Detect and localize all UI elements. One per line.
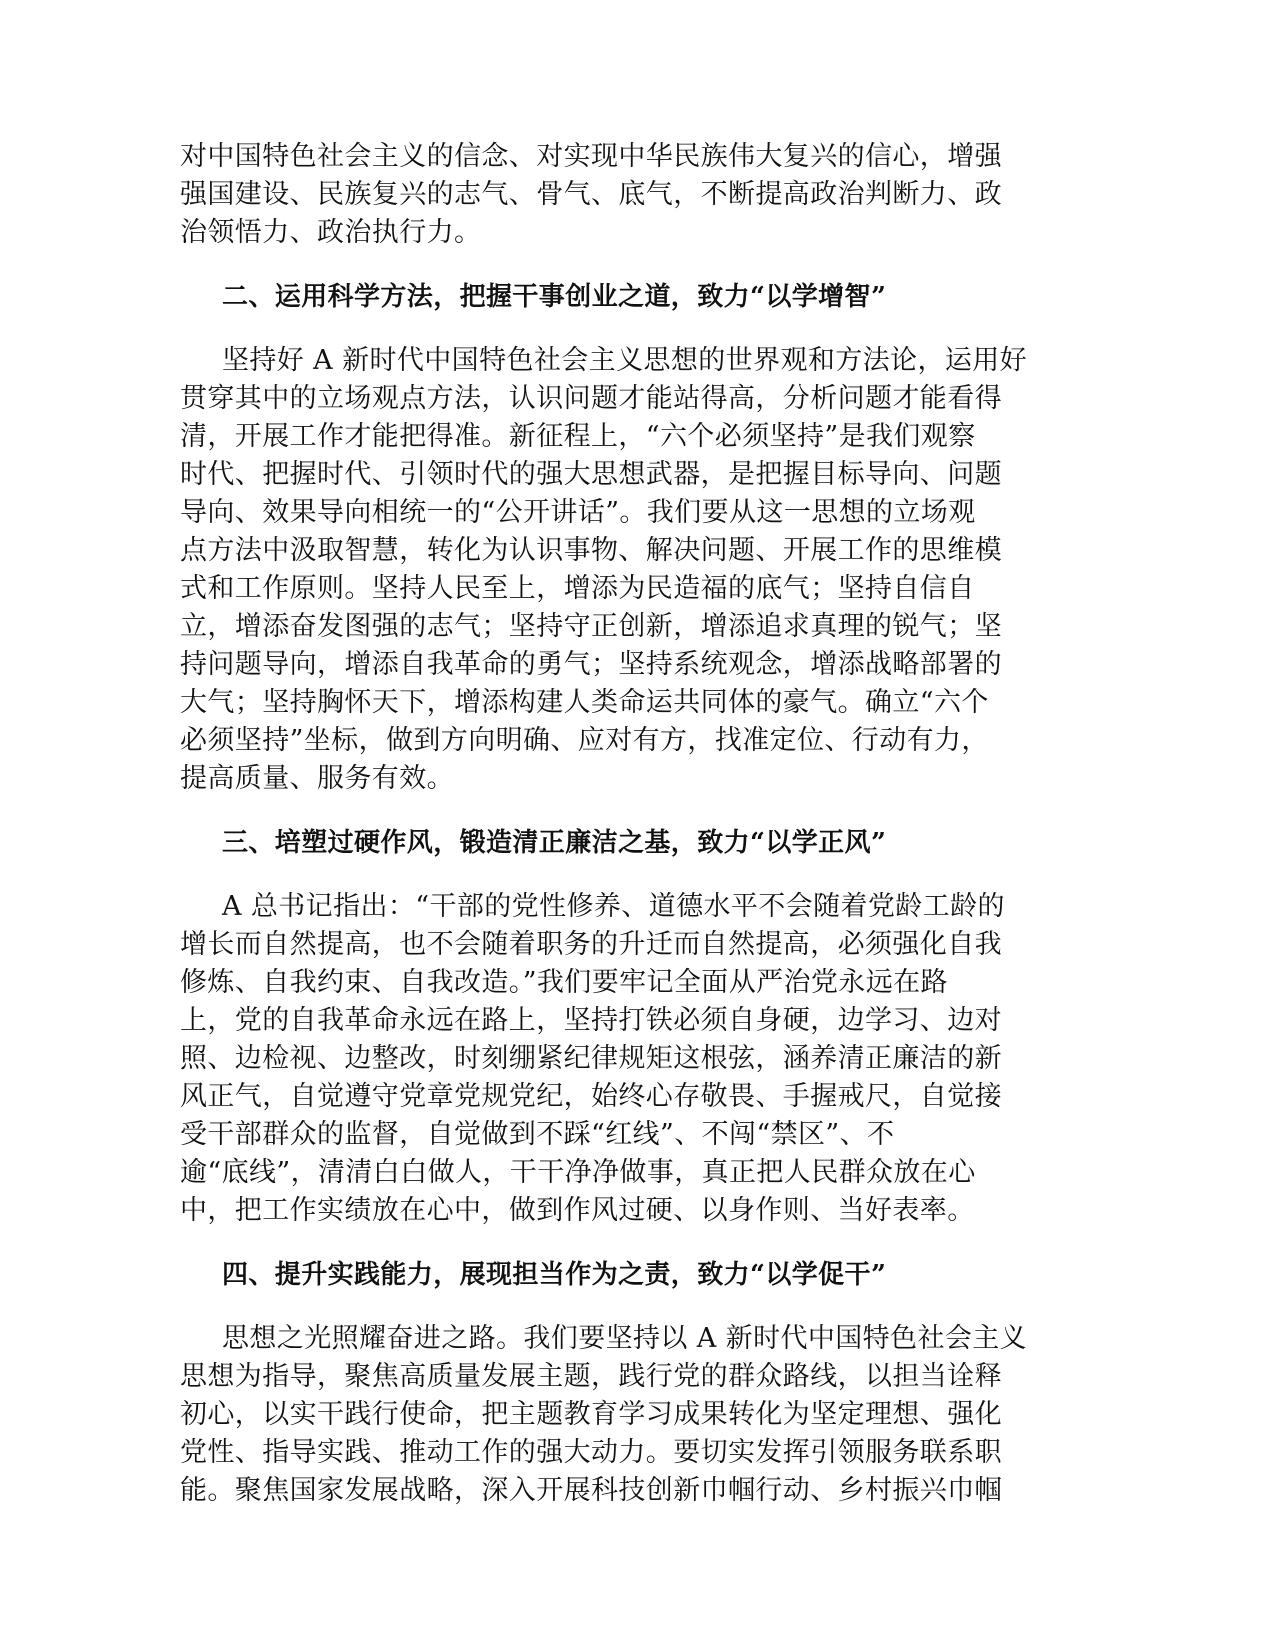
text-line: 逾“底线”，清清白白做人，干干净净做事，真正把人民群众放在心 — [180, 1157, 976, 1188]
text-line: 必须坚持”坐标，做到方向明确、应对有方，找准定位、行动有力， — [180, 725, 989, 756]
paragraph-section-2 — [180, 342, 1040, 798]
text-line: 提高质量、服务有效。 — [180, 763, 454, 794]
text-line: 坚持好 A 新时代中国特色社会主义思想的世界观和方法论，运用好 — [222, 345, 1028, 376]
text-line: 风正气，自觉遵守党章党规党纪，始终心存敬畏、手握戒尺，自觉接 — [180, 1081, 1002, 1112]
text-line: 思想为指导，聚焦高质量发展主题，践行党的群众路线，以担当诠释 — [180, 1361, 1002, 1392]
paragraph-section-4 — [180, 1320, 1040, 1510]
text-line: 受干部群众的监督，自觉做到不踩“红线”、不闯“禁区”、不 — [180, 1119, 895, 1150]
text-line: 对中国特色社会主义的信念、对实现中华民族伟大复兴的信心，增强 — [180, 141, 1002, 172]
text-line: 导向、效果导向相统一的“公开讲话”。我们要从这一思想的立场观 — [180, 497, 976, 528]
text-line: 强国建设、民族复兴的志气、骨气、底气，不断提高政治判断力、政 — [180, 179, 1002, 210]
text-line: 大气；坚持胸怀天下，增添构建人类命运共同体的豪气。确立“六个 — [180, 687, 989, 718]
text-line: 思想之光照耀奋进之路。我们要坚持以 A 新时代中国特色社会主义 — [222, 1323, 1028, 1354]
document-page — [180, 138, 1040, 1510]
text-line: 增长而自然提高，也不会随着职务的升迁而自然提高，必须强化自我 — [180, 929, 1002, 960]
text-line: 党性、指导实践、推动工作的强大动力。要切实发挥引领服务联系职 — [180, 1437, 1002, 1468]
text-line: 点方法中汲取智慧，转化为认识事物、解决问题、开展工作的思维模 — [180, 535, 1002, 566]
text-line: 治领悟力、政治执行力。 — [180, 217, 482, 248]
text-line: 上，党的自我革命永远在路上，坚持打铁必须自身硬，边学习、边对 — [180, 1005, 1002, 1036]
text-line: 初心，以实干践行使命，把主题教育学习成果转化为坚定理想、强化 — [180, 1399, 1002, 1430]
text-line: 时代、把握时代、引领时代的强大思想武器，是把握目标导向、问题 — [180, 459, 1002, 490]
text-line: 贯穿其中的立场观点方法，认识问题才能站得高，分析问题才能看得 — [180, 383, 1002, 414]
text-line: 照、边检视、边整改，时刻绷紧纪律规矩这根弦，涵养清正廉洁的新 — [180, 1043, 1002, 1074]
paragraph-section-3 — [180, 888, 1040, 1230]
text-line: 清，开展工作才能把得准。新征程上，“六个必须坚持”是我们观察 — [180, 421, 976, 452]
section-heading-2: 二、运用科学方法，把握干事创业之道，致力“以学增智” — [222, 282, 887, 312]
text-line: 中，把工作实绩放在心中，做到作风过硬、以身作则、当好表率。 — [180, 1195, 975, 1226]
text-line: 能。聚焦国家发展战略，深入开展科技创新巾帼行动、乡村振兴巾帼 — [180, 1475, 1002, 1506]
section-heading-4: 四、提升实践能力，展现担当作为之责，致力“以学促干” — [222, 1260, 887, 1290]
section-heading-3: 三、培塑过硬作风，锻造清正廉洁之基，致力“以学正风” — [222, 828, 887, 858]
text-line: 立，增添奋发图强的志气；坚持守正创新，增添追求真理的锐气；坚 — [180, 611, 1002, 642]
paragraph-continuation — [180, 138, 1040, 252]
text-line: 持问题导向，增添自我革命的勇气；坚持系统观念，增添战略部署的 — [180, 649, 1002, 680]
text-line: 修炼、自我约束、自我改造。”我们要牢记全面从严治党永远在路 — [180, 967, 948, 998]
text-line: 式和工作原则。坚持人民至上，增添为民造福的底气；坚持自信自 — [180, 573, 975, 604]
text-line: A 总书记指出：“干部的党性修养、道德水平不会随着党龄工龄的 — [222, 891, 1005, 922]
